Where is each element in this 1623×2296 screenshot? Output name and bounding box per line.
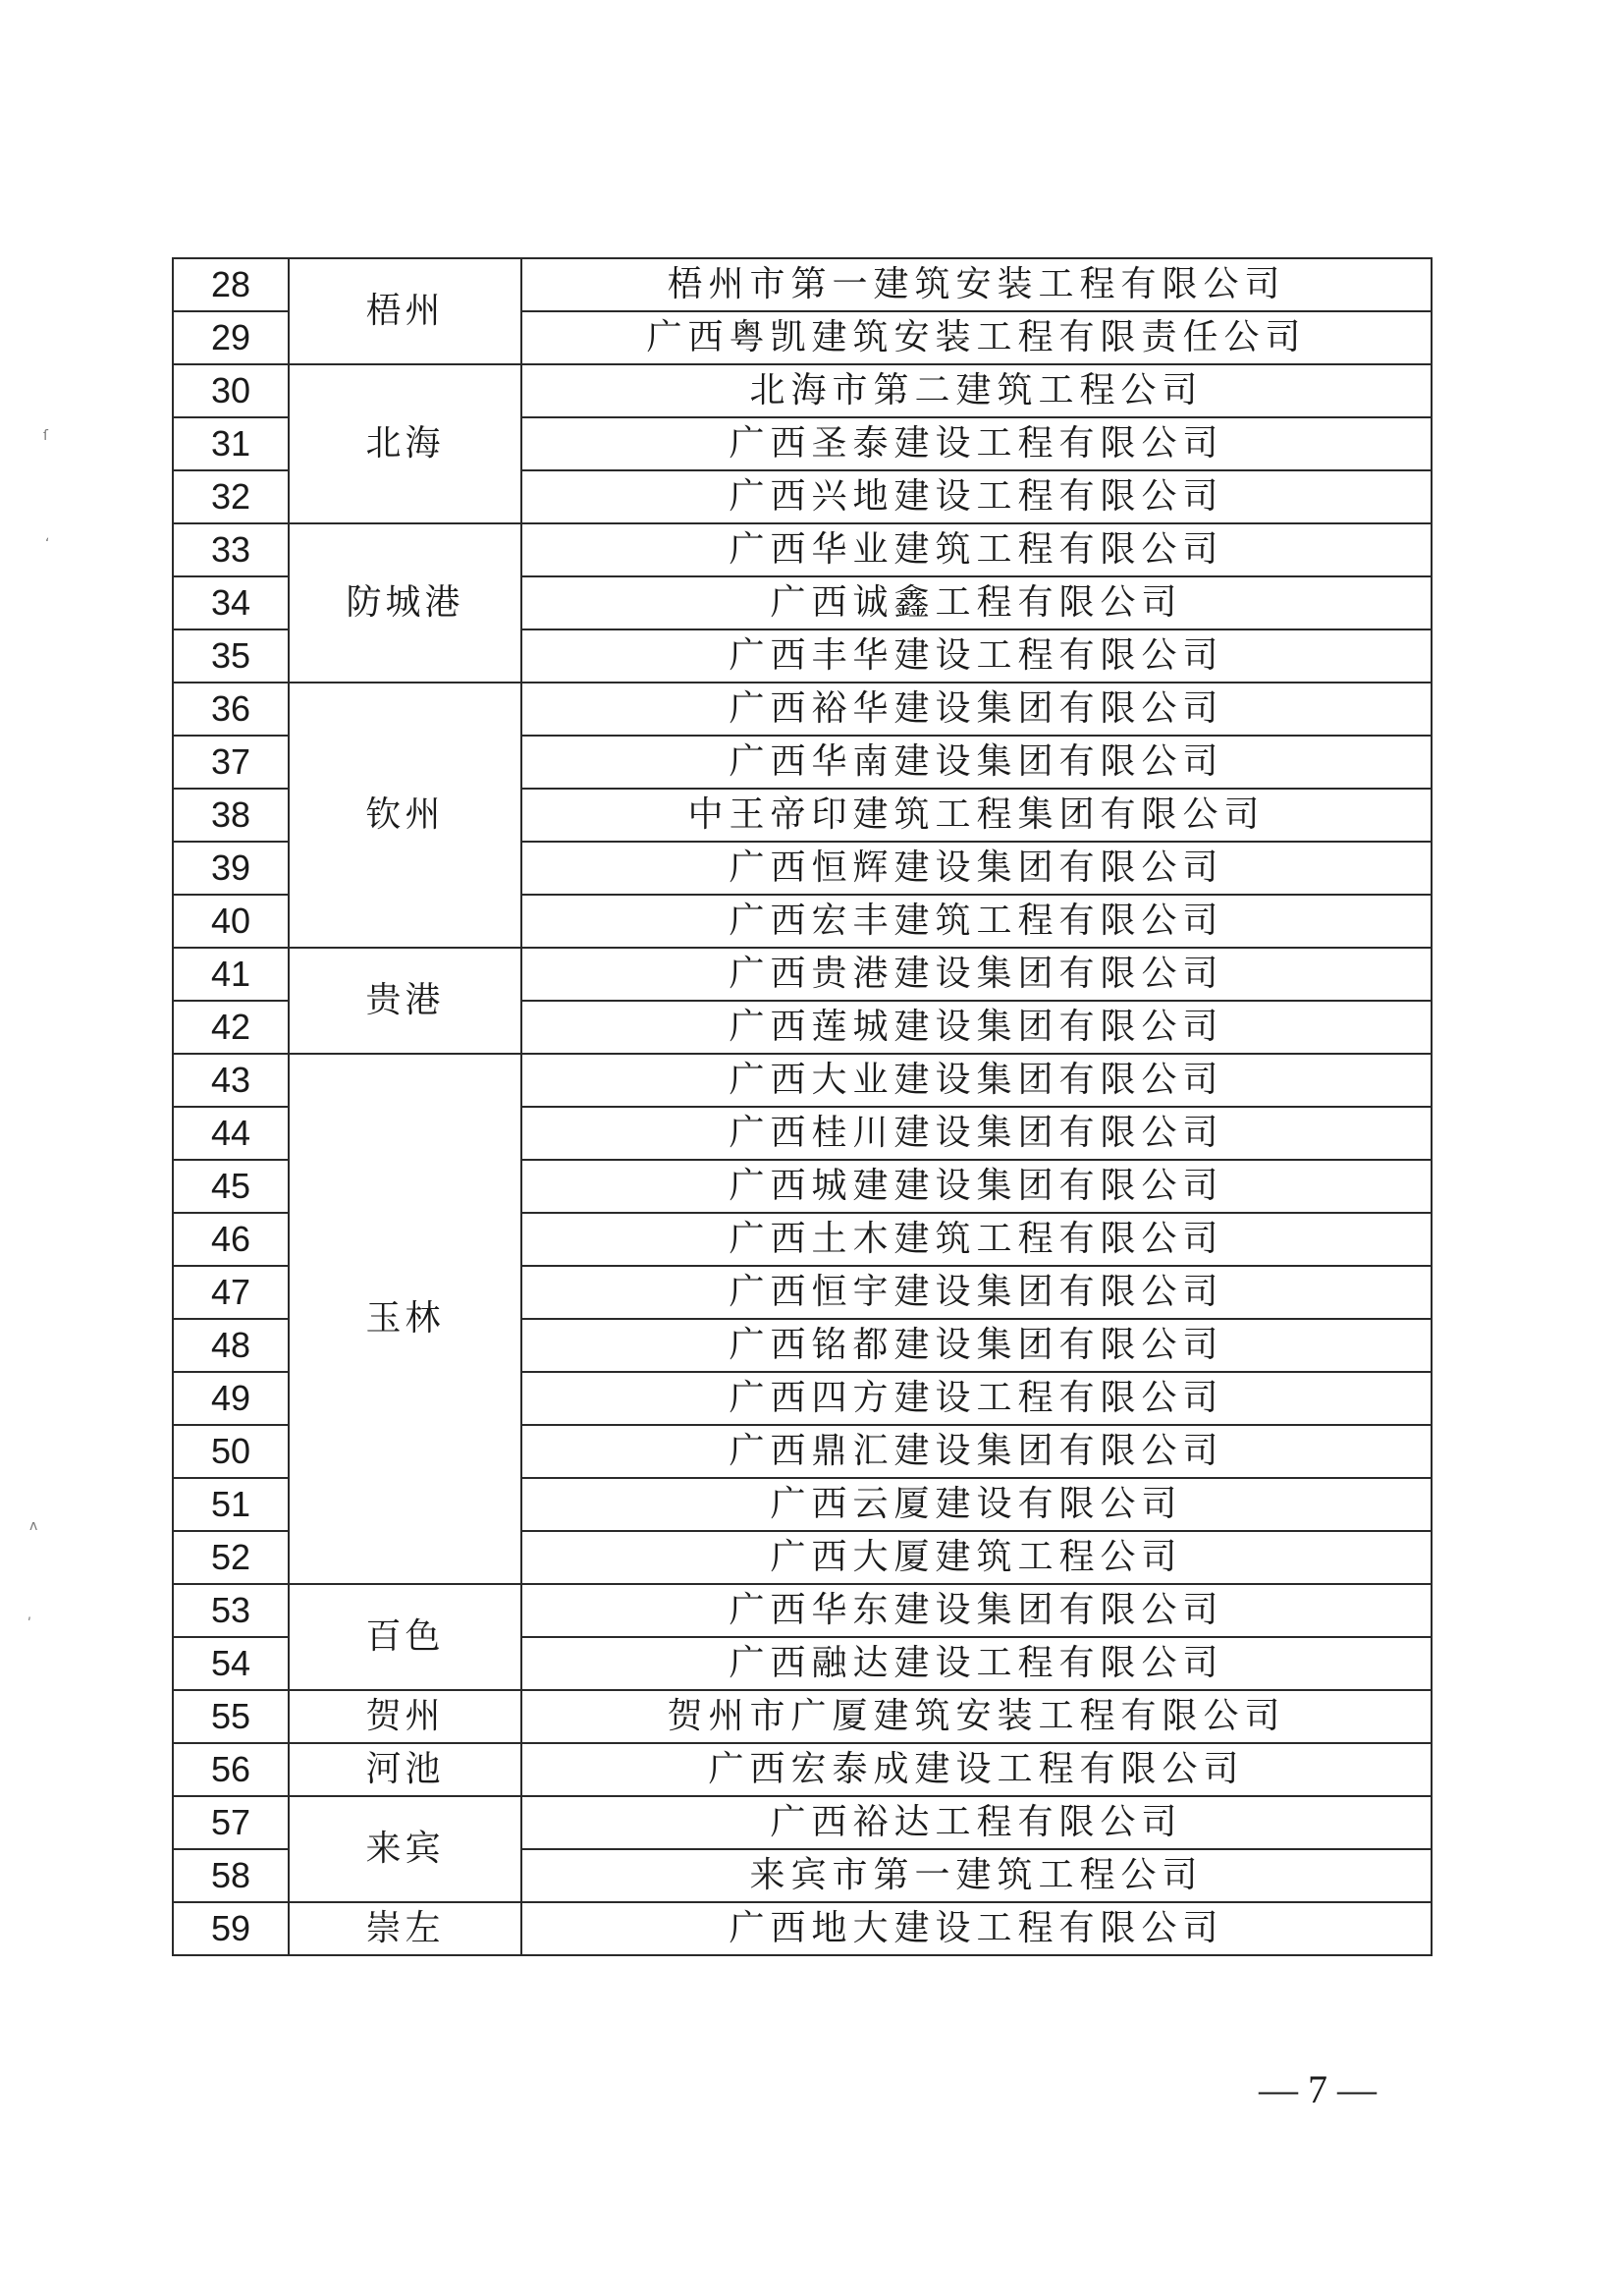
company-name-cell: 广西贵港建设集团有限公司: [521, 948, 1432, 1001]
company-name-cell: 中王帝印建筑工程集团有限公司: [521, 789, 1432, 842]
table-row: [173, 1584, 1432, 1637]
scan-speck: ʻ: [45, 536, 50, 552]
city-cell: 梧州: [289, 258, 521, 364]
row-number-cell: 51: [173, 1478, 289, 1531]
scan-speck: ſ: [43, 428, 48, 444]
company-table-body: [173, 258, 1432, 1955]
table-row: [173, 1054, 1432, 1107]
company-name-cell: 广西大业建设集团有限公司: [521, 1054, 1432, 1107]
company-name-cell: 广西桂川建设集团有限公司: [521, 1107, 1432, 1160]
row-number-cell: 44: [173, 1107, 289, 1160]
row-number-cell: 53: [173, 1584, 289, 1637]
scan-speck: ᴧ: [29, 1518, 38, 1534]
row-number-cell: 42: [173, 1001, 289, 1054]
scan-speck: ʹ: [27, 1616, 31, 1632]
company-name-cell: 广西粤凯建筑安装工程有限责任公司: [521, 311, 1432, 364]
company-name-cell: 广西四方建设工程有限公司: [521, 1372, 1432, 1425]
company-name-cell: 广西宏泰成建设工程有限公司: [521, 1743, 1432, 1796]
row-number-cell: 36: [173, 683, 289, 736]
table-row: [173, 1743, 1432, 1796]
company-name-cell: 广西城建建设集团有限公司: [521, 1160, 1432, 1213]
company-name-cell: 广西融达建设工程有限公司: [521, 1637, 1432, 1690]
table-row: [173, 1690, 1432, 1743]
table-row: [173, 1902, 1432, 1955]
company-name-cell: 北海市第二建筑工程公司: [521, 364, 1432, 417]
city-cell: 百色: [289, 1584, 521, 1690]
row-number-cell: 56: [173, 1743, 289, 1796]
city-cell: 崇左: [289, 1902, 521, 1955]
table-row: [173, 683, 1432, 736]
company-name-cell: 广西华业建筑工程有限公司: [521, 523, 1432, 576]
row-number-cell: 48: [173, 1319, 289, 1372]
company-name-cell: 广西恒辉建设集团有限公司: [521, 842, 1432, 895]
city-cell: 河池: [289, 1743, 521, 1796]
row-number-cell: 54: [173, 1637, 289, 1690]
company-name-cell: 广西鼎汇建设集团有限公司: [521, 1425, 1432, 1478]
row-number-cell: 47: [173, 1266, 289, 1319]
row-number-cell: 40: [173, 895, 289, 948]
company-name-cell: 来宾市第一建筑工程公司: [521, 1849, 1432, 1902]
row-number-cell: 34: [173, 576, 289, 629]
company-name-cell: 广西云厦建设有限公司: [521, 1478, 1432, 1531]
row-number-cell: 29: [173, 311, 289, 364]
row-number-cell: 59: [173, 1902, 289, 1955]
company-name-cell: 广西大厦建筑工程公司: [521, 1531, 1432, 1584]
city-cell: 钦州: [289, 683, 521, 948]
table-row: [173, 948, 1432, 1001]
company-name-cell: 广西丰华建设工程有限公司: [521, 629, 1432, 683]
company-name-cell: 广西恒宇建设集团有限公司: [521, 1266, 1432, 1319]
row-number-cell: 37: [173, 736, 289, 789]
company-name-cell: 广西莲城建设集团有限公司: [521, 1001, 1432, 1054]
city-cell: 玉林: [289, 1054, 521, 1584]
city-cell: 北海: [289, 364, 521, 523]
table-row: [173, 1796, 1432, 1849]
table-row: [173, 258, 1432, 311]
row-number-cell: 35: [173, 629, 289, 683]
company-name-cell: 广西宏丰建筑工程有限公司: [521, 895, 1432, 948]
row-number-cell: 32: [173, 470, 289, 523]
page-number: — 7 —: [1259, 2067, 1377, 2111]
row-number-cell: 33: [173, 523, 289, 576]
company-name-cell: 广西铭都建设集团有限公司: [521, 1319, 1432, 1372]
row-number-cell: 49: [173, 1372, 289, 1425]
company-name-cell: 广西圣泰建设工程有限公司: [521, 417, 1432, 470]
row-number-cell: 39: [173, 842, 289, 895]
company-name-cell: 广西兴地建设工程有限公司: [521, 470, 1432, 523]
table-row: [173, 523, 1432, 576]
row-number-cell: 55: [173, 1690, 289, 1743]
city-cell: 防城港: [289, 523, 521, 683]
company-name-cell: 贺州市广厦建筑安装工程有限公司: [521, 1690, 1432, 1743]
company-name-cell: 广西土木建筑工程有限公司: [521, 1213, 1432, 1266]
row-number-cell: 30: [173, 364, 289, 417]
row-number-cell: 28: [173, 258, 289, 311]
company-name-cell: 广西地大建设工程有限公司: [521, 1902, 1432, 1955]
company-name-cell: 广西裕华建设集团有限公司: [521, 683, 1432, 736]
row-number-cell: 50: [173, 1425, 289, 1478]
company-name-cell: 梧州市第一建筑安装工程有限公司: [521, 258, 1432, 311]
company-name-cell: 广西华东建设集团有限公司: [521, 1584, 1432, 1637]
row-number-cell: 52: [173, 1531, 289, 1584]
row-number-cell: 38: [173, 789, 289, 842]
company-name-cell: 广西诚鑫工程有限公司: [521, 576, 1432, 629]
company-list-table: [172, 257, 1433, 1956]
company-name-cell: 广西裕达工程有限公司: [521, 1796, 1432, 1849]
city-cell: 贺州: [289, 1690, 521, 1743]
city-cell: 来宾: [289, 1796, 521, 1902]
row-number-cell: 45: [173, 1160, 289, 1213]
row-number-cell: 57: [173, 1796, 289, 1849]
row-number-cell: 41: [173, 948, 289, 1001]
table-row: [173, 364, 1432, 417]
company-name-cell: 广西华南建设集团有限公司: [521, 736, 1432, 789]
row-number-cell: 43: [173, 1054, 289, 1107]
city-cell: 贵港: [289, 948, 521, 1054]
row-number-cell: 31: [173, 417, 289, 470]
row-number-cell: 58: [173, 1849, 289, 1902]
row-number-cell: 46: [173, 1213, 289, 1266]
